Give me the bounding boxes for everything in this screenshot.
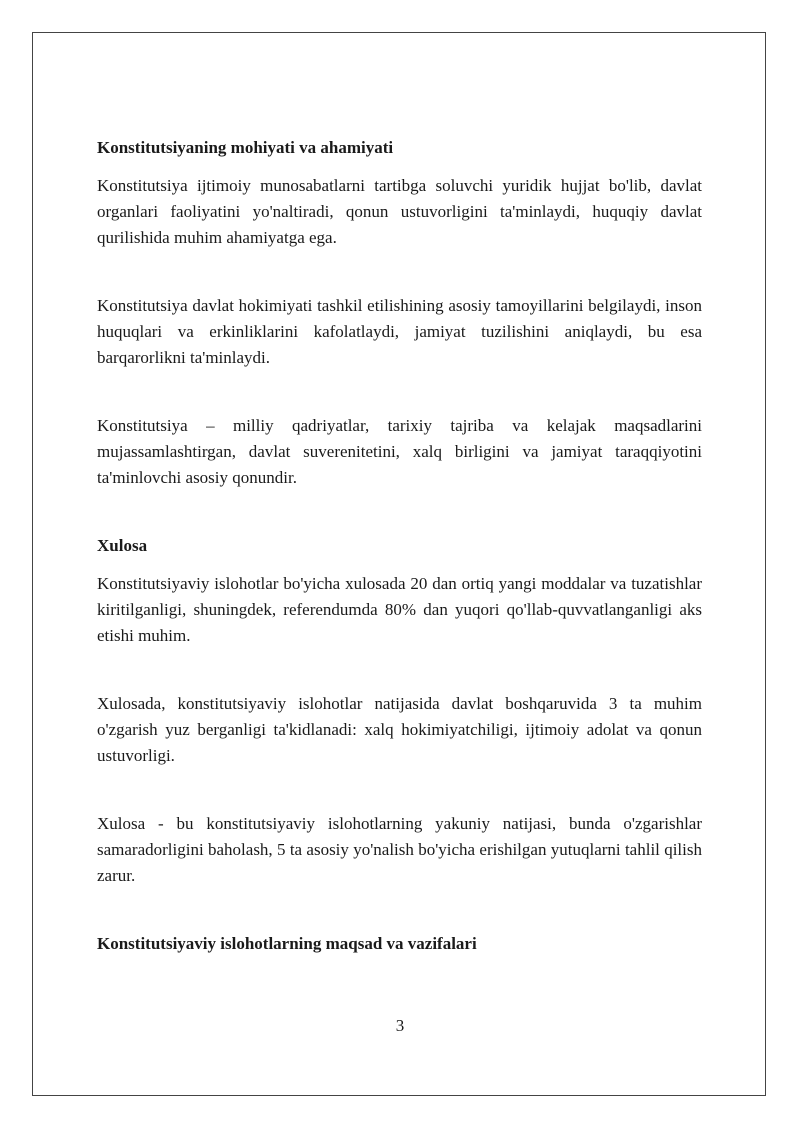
paragraph: Xulosa - bu konstitutsiyaviy islohotlarning yakuniy natijasi, bunda o'zgarishlar samaradorligini baholash, 5 ta asosiy yo'nalish bo'yicha erishilgan yutuqlarni tahlil qilish zarur. bbox=[97, 814, 702, 885]
paragraph: Konstitutsiya davlat hokimiyati tashkil etilishining asosiy tamoyillarini belgilaydi, inson huquqlari va erkinliklarini kafolatlaydi, jamiyat tuzilishini aniqlaydi, bu esa barqarorlikni ta'minlaydi. bbox=[97, 296, 702, 367]
section-heading-xulosa: Xulosa bbox=[97, 536, 148, 555]
section-heading-konstitutsiya: Konstitutsiyaning mohiyati va ahamiyati bbox=[97, 138, 394, 157]
paragraph: Konstitutsiya – milliy qadriyatlar, tarixiy tajriba va kelajak maqsadlarini mujassamlashtirgan, davlat suverenitetini, xalq birligini va jamiyat taraqqiyotini ta'minlovchi asosiy qonundir. bbox=[97, 416, 702, 487]
document-content bbox=[97, 135, 702, 969]
paragraph: Konstitutsiya ijtimoiy munosabatlarni tartibga soluvchi yuridik hujjat bo'lib, davlat organlari faoliyatini yo'naltiradi, qonun ustuvorligini ta'minlaydi, huquqiy davlat qurilishida muhim ahamiyatga ega. bbox=[97, 176, 702, 247]
paragraph: Xulosada, konstitutsiyaviy islohotlar natijasida davlat boshqaruvida 3 ta muhim o'zgarish yuz berganligi ta'kidlanadi: xalq hokimiyatchiligi, ijtimoiy adolat va qonun ustuvorligi. bbox=[97, 694, 702, 765]
paragraph: Konstitutsiyaviy islohotlar bo'yicha xulosada 20 dan ortiq yangi moddalar va tuzatishlar kiritilganligi, shuningdek, referendumda 80% dan yuqori qo'llab-quvvatlanganligi aks etishi muhim. bbox=[97, 574, 702, 645]
page-number: 3 bbox=[395, 1016, 405, 1035]
section-heading-maqsad: Konstitutsiyaviy islohotlarning maqsad va vazifalari bbox=[97, 934, 477, 953]
